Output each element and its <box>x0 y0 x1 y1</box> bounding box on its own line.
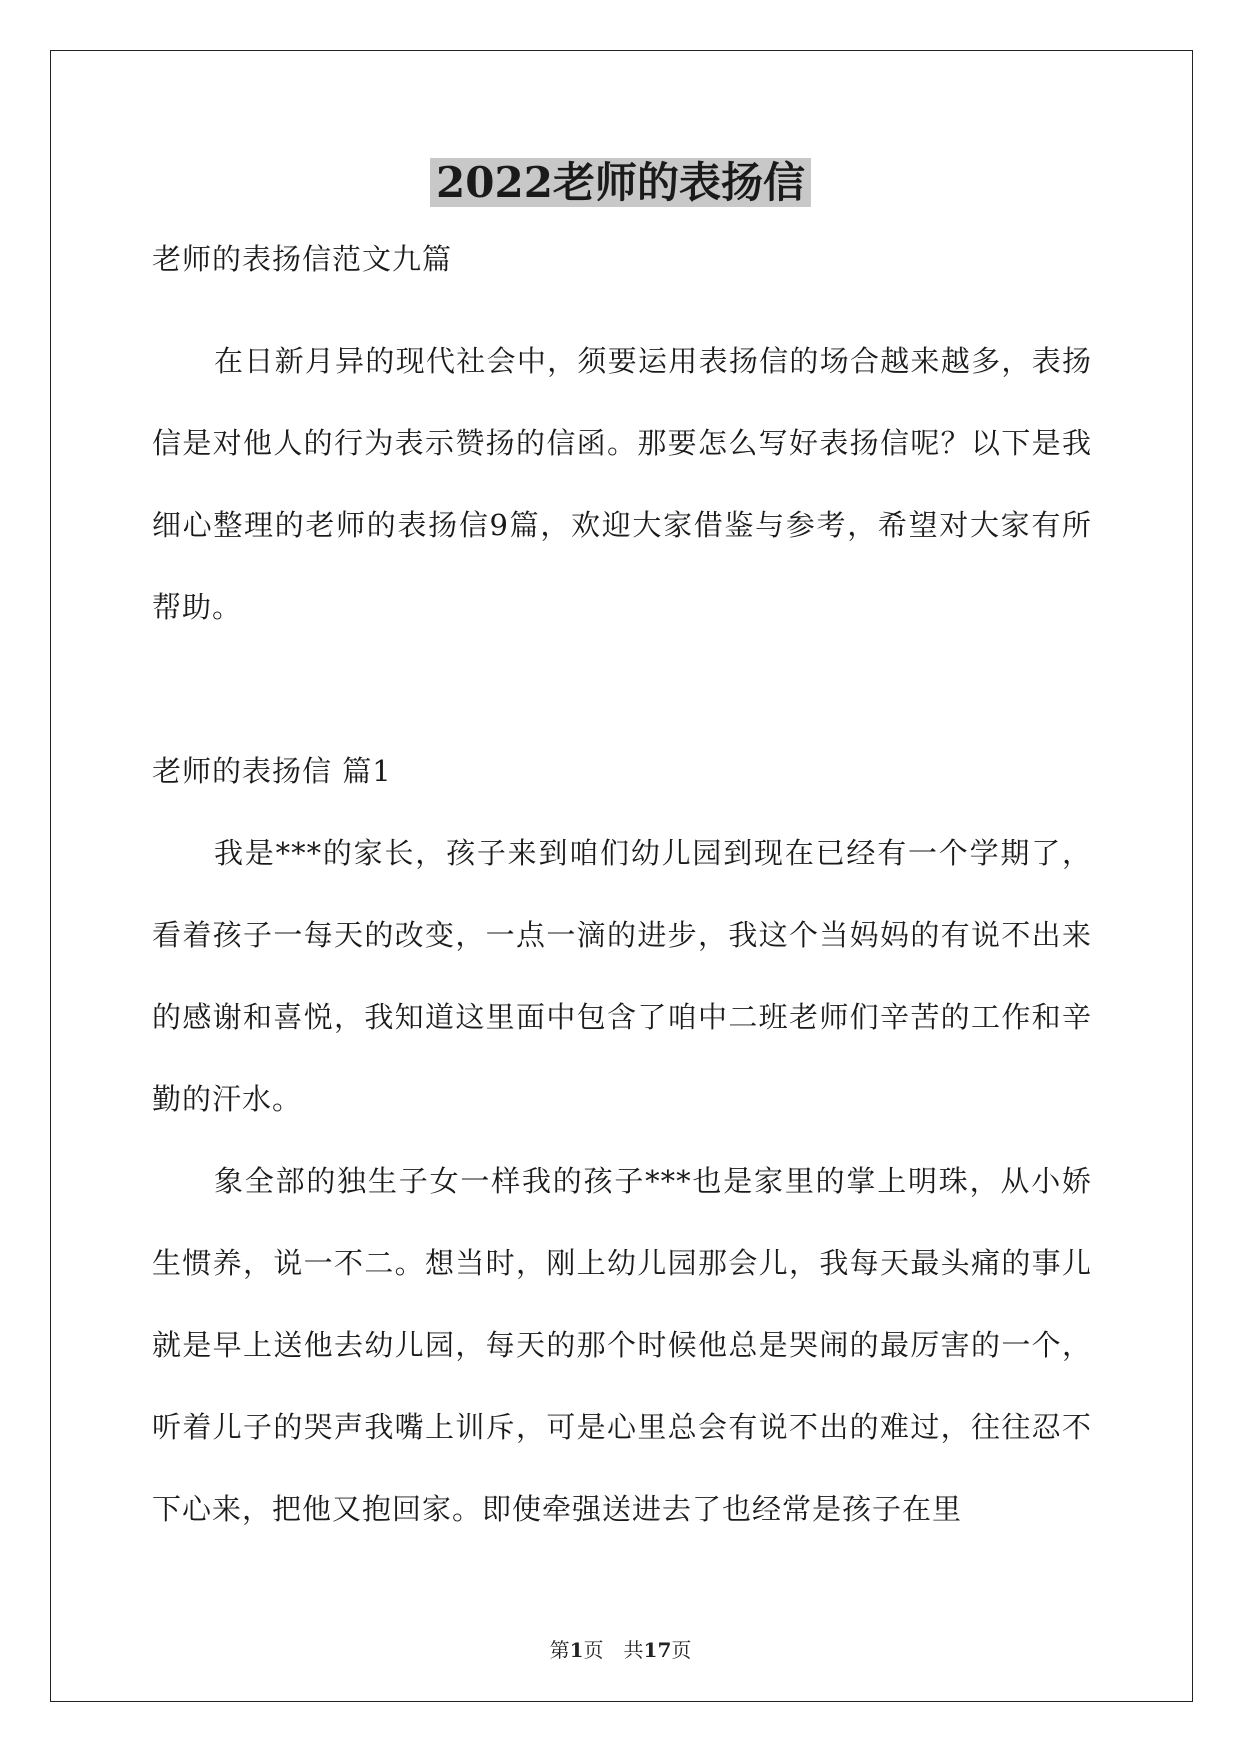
intro-paragraph: 在日新月异的现代社会中，须要运用表扬信的场合越来越多，表扬信是对他人的行为表示赞扬的信函。那要怎么写好表扬信呢？以下是我细心整理的老师的表扬信9篇，欢迎大家借鉴与参考，希望对大家有所帮助。 <box>152 344 1092 624</box>
section-heading: 老师的表扬信 篇1 <box>152 754 392 788</box>
footer-page-current: 1 <box>569 1638 584 1662</box>
footer-page-suffix: 页 <box>671 1638 692 1662</box>
footer-page-mid: 页 共 <box>583 1638 644 1662</box>
title-text: 2022老师的表扬信 <box>430 158 811 207</box>
document-title <box>0 155 1241 211</box>
body-paragraph-1: 我是***的家长，孩子来到咱们幼儿园到现在已经有一个学期了，看着孩子一每天的改变，一点一滴的进步，我这个当妈妈的有说不出来的感谢和喜悦，我知道这里面中包含了咱中二班老师们辛苦的工作和辛勤的汗水。 <box>152 836 1092 1116</box>
spacer <box>152 280 1092 320</box>
spacer <box>152 648 1092 730</box>
document-body <box>152 238 1092 1550</box>
footer-page-prefix: 第 <box>549 1638 570 1662</box>
page-footer <box>0 1634 1241 1663</box>
document-subtitle: 老师的表扬信范文九篇 <box>152 242 453 276</box>
footer-page-total: 17 <box>643 1638 672 1662</box>
body-paragraph-2: 象全部的独生子女一样我的孩子***也是家里的掌上明珠，从小娇生惯养，说一不二。想当时，刚上幼儿园那会儿，我每天最头痛的事儿就是早上送他去幼儿园，每天的那个时候他总是哭闹的最厉害的一个，听着儿子的哭声我嘴上训斥，可是心里总会有说不出的难过，往往忍不下心来，把他又抱回家。即使牵强送进去了也经常是孩子在里 <box>152 1164 1092 1526</box>
